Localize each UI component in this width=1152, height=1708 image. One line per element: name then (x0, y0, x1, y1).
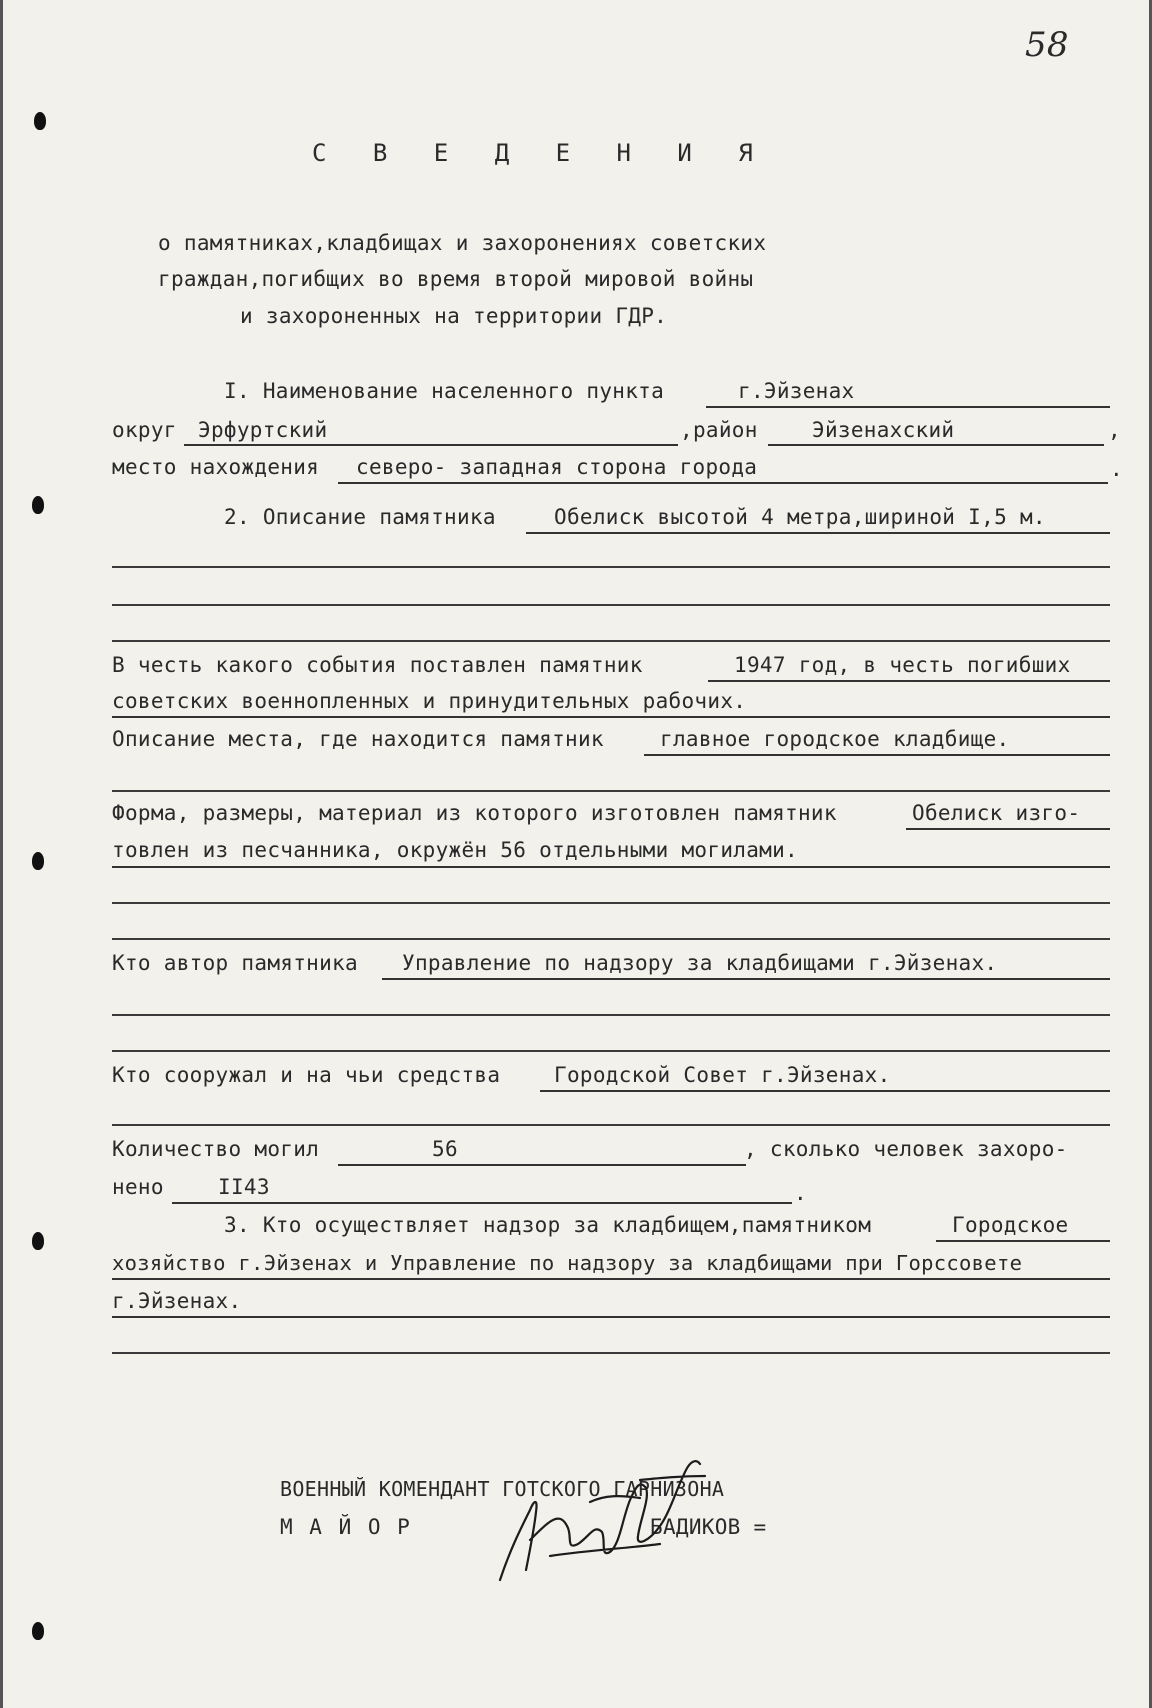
underline (112, 716, 1110, 718)
punctuation: . (794, 1181, 807, 1205)
value-settlement: г.Эйзенах (738, 379, 855, 403)
label-graves: Количество могил (112, 1137, 320, 1161)
value-form-line-1: Обелиск изго- (912, 801, 1081, 825)
signature-rank: М А Й О Р (280, 1515, 412, 1539)
value-form-line-2: товлен из песчанника, окружён 56 отдельными могилами. (112, 838, 798, 862)
underline (768, 444, 1104, 446)
punch-hole (34, 112, 46, 130)
underline (112, 1316, 1110, 1318)
label-district: ,район (680, 418, 758, 442)
underline (644, 754, 1110, 756)
label-description: 2. Описание памятника (224, 505, 496, 529)
value-supervisor-line-3: г.Эйзенах. (112, 1289, 242, 1313)
label-settlement: I. Наименование населенного пункта (224, 379, 665, 403)
punch-hole (32, 1622, 44, 1640)
underline (338, 1164, 746, 1166)
label-supervisor: 3. Кто осуществляет надзор за кладбищем,памятником (224, 1213, 872, 1237)
underline (184, 444, 678, 446)
value-district: Эйзенахский (812, 418, 955, 442)
subtitle-line-1: о памятниках,кладбищах и захоронениях советских (158, 231, 767, 255)
value-event-line-1: 1947 год, в честь погибших (734, 653, 1071, 677)
label-okrug: округ (112, 418, 177, 442)
underline (706, 406, 1110, 408)
label-builder: Кто сооружал и на чьи средства (112, 1063, 501, 1087)
punch-hole (32, 852, 44, 870)
value-people: II43 (218, 1175, 270, 1199)
blank-line (112, 566, 1110, 568)
blank-line (112, 1352, 1110, 1354)
value-location: северо- западная сторона города (356, 455, 758, 479)
label-place: Описание места, где находится памятник (112, 727, 604, 751)
value-event-line-2: советских военнопленных и принудительных рабочих. (112, 689, 747, 713)
underline (708, 680, 1110, 682)
scan-edge-left (0, 0, 3, 1708)
underline (382, 978, 1110, 980)
value-okrug: Эрфуртский (198, 418, 328, 442)
underline (338, 482, 1108, 484)
blank-line (112, 640, 1110, 642)
label-people: , сколько человек захоро- (744, 1137, 1068, 1161)
subtitle-line-3: и захороненных на территории ГДР. (240, 304, 668, 328)
signature-name: БАДИКОВ = (650, 1515, 767, 1539)
blank-line (112, 1014, 1110, 1016)
value-description: Обелиск высотой 4 метра,шириной I,5 м. (554, 505, 1046, 529)
blank-line (112, 1124, 1110, 1126)
handwritten-signature (490, 1440, 730, 1590)
underline (172, 1202, 792, 1204)
underline (906, 828, 1110, 830)
underline (936, 1240, 1110, 1242)
label-author: Кто автор памятника (112, 951, 358, 975)
value-supervisor-line-1: Городское (952, 1213, 1069, 1237)
subtitle-line-2: граждан,погибщих во время второй мировой войны (158, 267, 754, 291)
label-event: В честь какого события поставлен памятник (112, 653, 643, 677)
blank-line (112, 604, 1110, 606)
blank-line (112, 1050, 1110, 1052)
punctuation: . (1110, 457, 1123, 481)
value-supervisor-line-2: хозяйство г.Эйзенах и Управление по надзору за кладбищами при Горссовете (112, 1251, 1023, 1275)
underline (540, 1090, 1110, 1092)
punctuation: , (1108, 418, 1121, 442)
blank-line (112, 790, 1110, 792)
punch-hole (32, 1232, 44, 1250)
underline (526, 532, 1110, 534)
document-title: С В Е Д Е Н И Я (312, 139, 769, 167)
label-location: место нахождения (112, 455, 320, 479)
underline (112, 1278, 1110, 1280)
value-place: главное городское кладбище. (660, 727, 1010, 751)
punch-hole (32, 496, 44, 514)
signature-title: ВОЕННЫЙ КОМЕНДАНТ ГОТСКОГО ГАРНИЗОНА (280, 1477, 725, 1501)
page-number: 58 (1025, 25, 1069, 65)
blank-line (112, 938, 1110, 940)
label-form: Форма, размеры, материал из которого изготовлен памятник (112, 801, 837, 825)
value-builder: Городской Совет г.Эйзенах. (554, 1063, 891, 1087)
underline (112, 866, 1110, 868)
label-people-cont: нено (112, 1175, 164, 1199)
value-graves: 56 (432, 1137, 458, 1161)
value-author: Управление по надзору за кладбищами г.Эйзенах. (402, 951, 998, 975)
blank-line (112, 902, 1110, 904)
